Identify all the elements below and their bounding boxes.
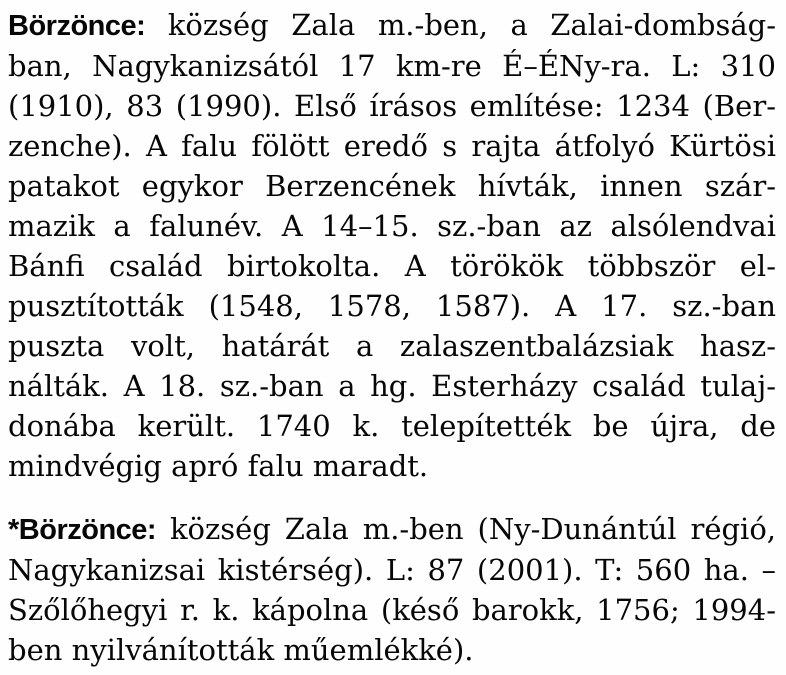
text-line bbox=[8, 5, 776, 46]
text-line: Bánfi család birtokolta. A törökök többször el- bbox=[8, 249, 776, 283]
text-line: Nagykanizsai kistérség). L: 87 (2001). T: 560 ha. – bbox=[8, 553, 776, 587]
text-line: nálták. A 18. sz.-ban a hg. Esterházy család tulaj- bbox=[8, 369, 776, 403]
text-line: puszta volt, határát a zalaszentbalázsiak hasz- bbox=[8, 329, 776, 363]
text-line: donába került. 1740 k. telepítették be újra, de bbox=[8, 409, 776, 443]
text-line: (1910), 83 (1990). Első írásos említése: 1234 (Ber- bbox=[8, 89, 776, 123]
text-line: mazik a falunév. A 14–15. sz.-ban az alsólendvai bbox=[8, 209, 776, 243]
text-line: mindvégig apró falu maradt. bbox=[8, 449, 429, 483]
text-line-rest: község Zala m.-ben (Ny-Dunántúl régió, bbox=[156, 512, 776, 546]
text-line: ben nyilvánították műemlékké). bbox=[8, 633, 474, 667]
text-line-rest: község Zala m.-ben, a Zalai-dombság- bbox=[145, 8, 776, 42]
text-line bbox=[8, 509, 776, 550]
encyclopedia-entry-borzonce-2 bbox=[8, 509, 776, 670]
text-line: Szőlőhegyi r. k. kápolna (késő barokk, 1756; 1994- bbox=[8, 593, 776, 627]
entry-headword: *Börzönce: bbox=[8, 514, 157, 546]
text-line: ban, Nagykanizsától 17 km-re É–ÉNy-ra. L: 310 bbox=[8, 49, 776, 83]
encyclopedia-entry-borzonce-1 bbox=[8, 5, 776, 486]
text-line: pusztították (1548, 1578, 1587). A 17. sz.-ban bbox=[8, 289, 776, 323]
text-line: zenche). A falu fölött eredő s rajta átfolyó Kürtösi bbox=[8, 129, 776, 163]
text-line: patakot egykor Berzencének hívták, innen szár- bbox=[8, 169, 776, 203]
entry-headword: Börzönce: bbox=[8, 10, 146, 42]
